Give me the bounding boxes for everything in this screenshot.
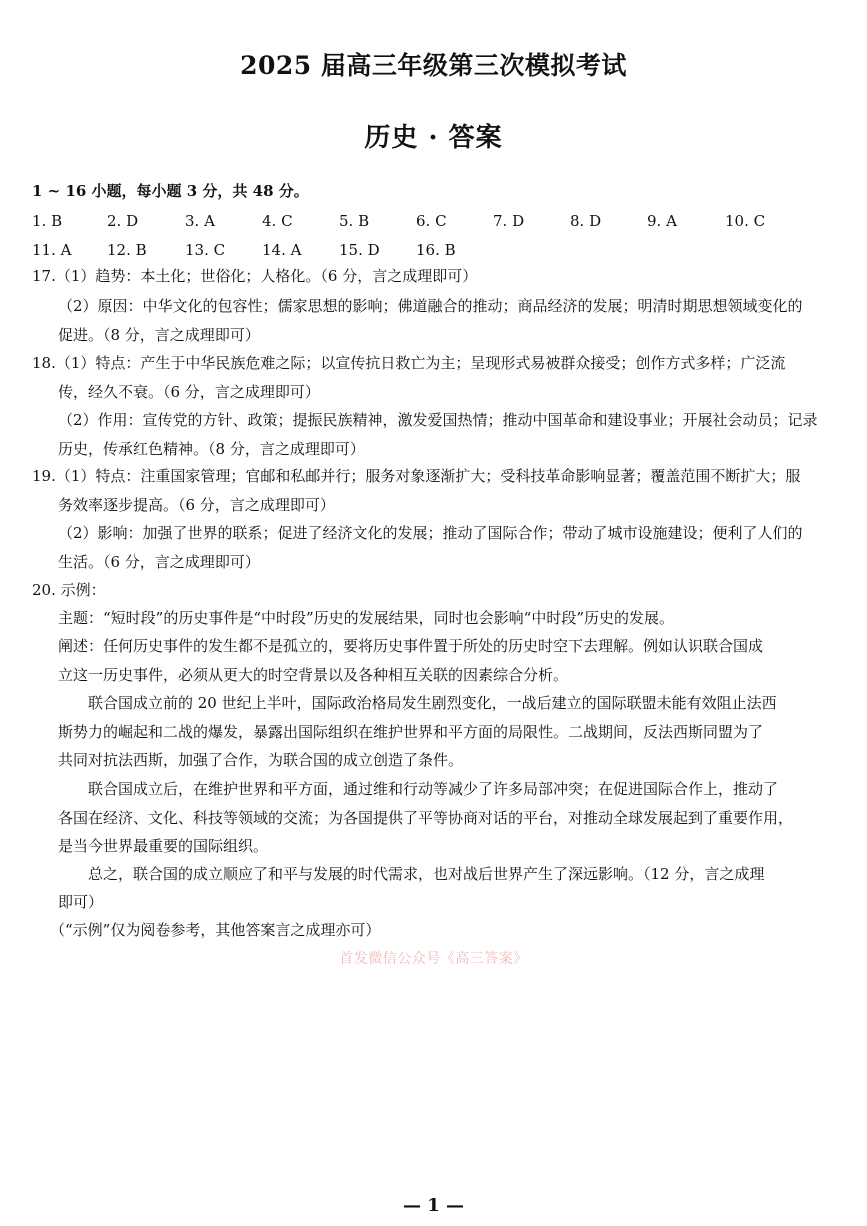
q20-theme: 主题：“短时段”的历史事件是“中时段”历史的发展结果，同时也会影响“中时段”历史的发展。 <box>58 609 675 627</box>
mc-answer: 5. B <box>339 212 370 230</box>
q20-exposition-line2: 立这一历史事件，必须从更大的时空背景以及各种相互关联的因素综合分析。 <box>58 666 569 684</box>
q18-part2-line2: 历史，传承红色精神。（8 分，言之成理即可） <box>58 440 365 458</box>
q19-part2-line2: 生活。（6 分，言之成理即可） <box>58 553 260 571</box>
mc-answer: 3. A <box>185 212 215 230</box>
q20-exposition-line1: 阐述：任何历史事件的发生都不是孤立的，要将历史事件置于所处的历史时空下去理解。例如认识联合国成 <box>58 637 764 655</box>
q20-para3-line2: 即可） <box>58 893 104 911</box>
mc-answer: 15. D <box>339 241 380 259</box>
mc-answer: 16. B <box>416 241 456 259</box>
q20-para2-line2: 各国在经济、文化、科技等领域的交流；为各国提供了平等协商对话的平台，对推动全球发展起到了重要作用， <box>58 809 794 827</box>
q20-para3-line1: 总之，联合国的成立顺应了和平与发展的时代需求，也对战后世界产生了深远影响。（12 分，言之成理 <box>88 865 765 883</box>
q18-part1-line1: 18.（1）特点：产生于中华民族危难之际；以宣传抗日救亡为主；呈现形式易被群众接受；创作方式多样；广泛流 <box>32 354 786 372</box>
q20-note: （“示例”仅为阅卷参考，其他答案言之成理亦可） <box>50 921 381 939</box>
q20-para1-line2: 斯势力的崛起和二战的爆发，暴露出国际组织在维护世界和平方面的局限性。二战期间，反法西斯同盟为了 <box>58 723 764 741</box>
mc-answer: 14. A <box>262 241 302 259</box>
q20-para2-line3: 是当今世界最重要的国际组织。 <box>58 837 269 855</box>
q18-part2-line1: （2）作用：宣传党的方针、政策；提振民族精神，激发爱国热情；推动中国革命和建设事业；开展社会动员；记录 <box>58 411 818 429</box>
q20-para1-line1: 联合国成立前的 20 世纪上半叶，国际政治格局发生剧烈变化，一战后建立的国际联盟未能有效阻止法西 <box>88 694 777 712</box>
mc-answer: 10. C <box>725 212 766 230</box>
mc-answer: 13. C <box>185 241 226 259</box>
mc-answer: 1. B <box>32 212 63 230</box>
q19-part2-line1: （2）影响：加强了世界的联系；促进了经济文化的发展；推动了国际合作；带动了城市设施建设；便利了人们的 <box>58 524 803 542</box>
mc-answer: 4. C <box>262 212 293 230</box>
q17-part1: 17.（1）趋势：本土化；世俗化；人格化。（6 分，言之成理即可） <box>32 267 478 285</box>
mc-answer: 6. C <box>416 212 447 230</box>
q17-part2-line1: （2）原因：中华文化的包容性；儒家思想的影响；佛道融合的推动；商品经济的发展；明清时期思想领域变化的 <box>58 297 803 315</box>
q19-part1-line1: 19.（1）特点：注重国家管理；官邮和私邮并行；服务对象逐渐扩大；受科技革命影响显著；覆盖范围不断扩大；服 <box>32 467 801 485</box>
mc-answer: 8. D <box>570 212 602 230</box>
mc-answer: 11. A <box>32 241 72 259</box>
q20-para2-line1: 联合国成立后，在维护世界和平方面，通过维和行动等减少了许多局部冲突；在促进国际合作上，推动了 <box>88 780 779 798</box>
page-number: — 1 — <box>402 1195 465 1216</box>
q19-part1-line2: 务效率逐步提高。（6 分，言之成理即可） <box>58 496 335 514</box>
mc-answer: 2. D <box>107 212 139 230</box>
mc-answer: 12. B <box>107 241 147 259</box>
mc-answer: 7. D <box>493 212 525 230</box>
q20-label: 20. 示例： <box>32 581 106 599</box>
q20-para1-line3: 共同对抗法西斯，加强了合作，为联合国的成立创造了条件。 <box>58 751 464 769</box>
mc-intro: 1 ~ 16 小题，每小题 3 分，共 48 分。 <box>32 182 309 200</box>
exam-title: 2025 届高三年级第三次模拟考试 <box>240 51 627 80</box>
q18-part1-line2: 传，经久不衰。（6 分，言之成理即可） <box>58 383 320 401</box>
watermark-text: 首发微信公众号《高三答案》 <box>339 951 528 967</box>
mc-answer: 9. A <box>647 212 677 230</box>
q17-part2-line2: 促进。（8 分，言之成理即可） <box>58 326 260 344</box>
answer-key-subtitle: 历史 · 答案 <box>364 123 503 153</box>
